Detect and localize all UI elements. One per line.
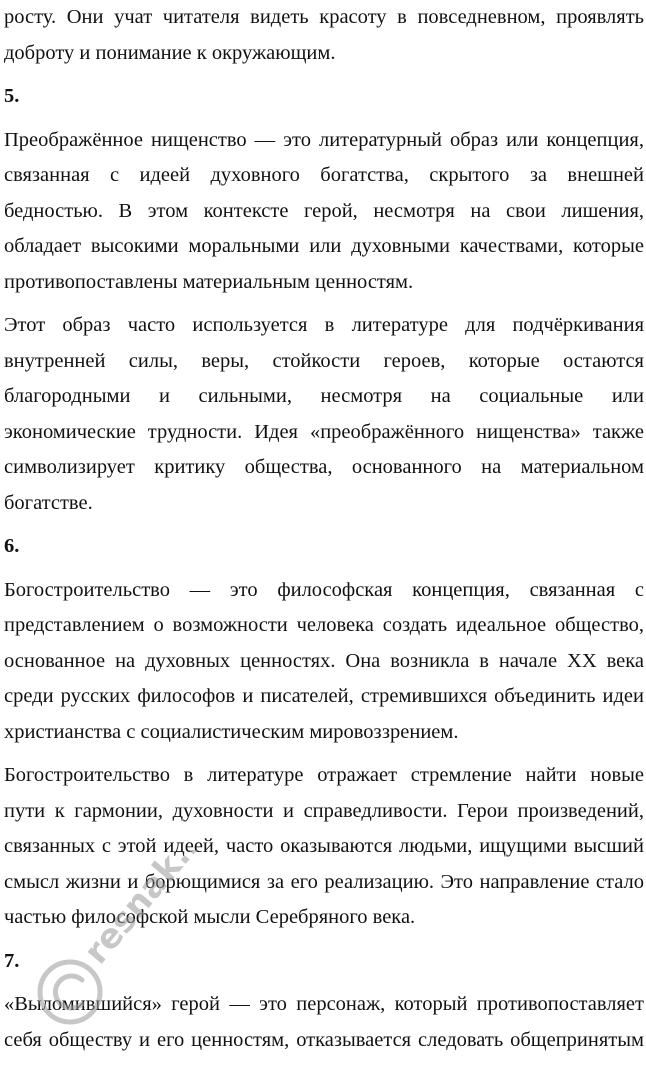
text-line: частью философской мысли Серебряного века.	[4, 906, 416, 928]
section-6-paragraph-2	[4, 758, 644, 936]
text-line: основанное на духовных ценностях. Она возникла в начале XX века	[4, 649, 644, 672]
text-line: внутренней силы, веры, стойкости героев, которые остаются	[4, 349, 644, 372]
text-line: Преображённое нищенство — это литературный образ или концепция,	[4, 128, 644, 151]
text-line: Этот образ часто используется в литературе для подчёркивания	[4, 314, 644, 336]
document-page	[4, 0, 644, 1066]
text-line: противопоставлены материальным ценностям.	[4, 270, 414, 293]
text-line: связанных с этой идеей, часто оказываются людьми, ищущими высший	[4, 835, 644, 857]
text-line: Богостроительство в литературе отражает стремление найти новые	[4, 764, 644, 786]
text-line: благородными и сильными, несмотря на социальные или	[4, 385, 644, 407]
text-line: росту. Они учат читателя видеть красоту в повседневном, проявлять	[4, 6, 644, 28]
text-line: пути к гармонии, духовности и справедливости. Герои произведений,	[4, 799, 644, 822]
text-line: богатстве.	[4, 491, 93, 514]
section-6-heading: 6.	[4, 535, 20, 557]
text-line: доброту и понимание к окружающим.	[4, 41, 336, 64]
text-line: бедностью. В этом контексте герой, несмотря на свои лишения,	[4, 199, 644, 222]
text-line: обладает высокими моральными или духовными качествами, которые	[4, 235, 644, 257]
section-5-paragraph-2	[4, 308, 644, 521]
section-6-paragraph-1	[4, 573, 644, 751]
text-line: Богостроительство — это философская концепция, связанная с	[4, 578, 644, 601]
section-5-paragraph-1	[4, 123, 644, 301]
watermark-text: resnak.ru	[76, 850, 208, 972]
text-line: символизирует критику общества, основанного на материальном	[4, 456, 644, 478]
intro-paragraph	[4, 0, 644, 71]
text-line: себя обществу и его ценностям, отказывается следовать общепринятым	[4, 1028, 644, 1051]
text-line: христианства с социалистическим мировоззрением.	[4, 720, 459, 743]
section-7-paragraph-1	[4, 987, 644, 1058]
text-line: среди русских философов и писателей, стремившихся объединить идеи	[4, 685, 644, 707]
text-line: смысл жизни и борющимися за его реализацию. Это направление стало	[4, 870, 644, 893]
text-line: экономические трудности. Идея «преображённого нищенства» также	[4, 420, 644, 443]
text-line: «Выломившийся» герой — это персонаж, который противопоставляет	[4, 993, 644, 1015]
text-line: представлением о возможности человека создать идеальное общество,	[4, 614, 644, 636]
section-7-heading: 7.	[4, 949, 20, 972]
text-line: связанная с идеей духовного богатства, скрытого за внешней	[4, 164, 644, 186]
section-5-heading: 5.	[4, 85, 20, 107]
